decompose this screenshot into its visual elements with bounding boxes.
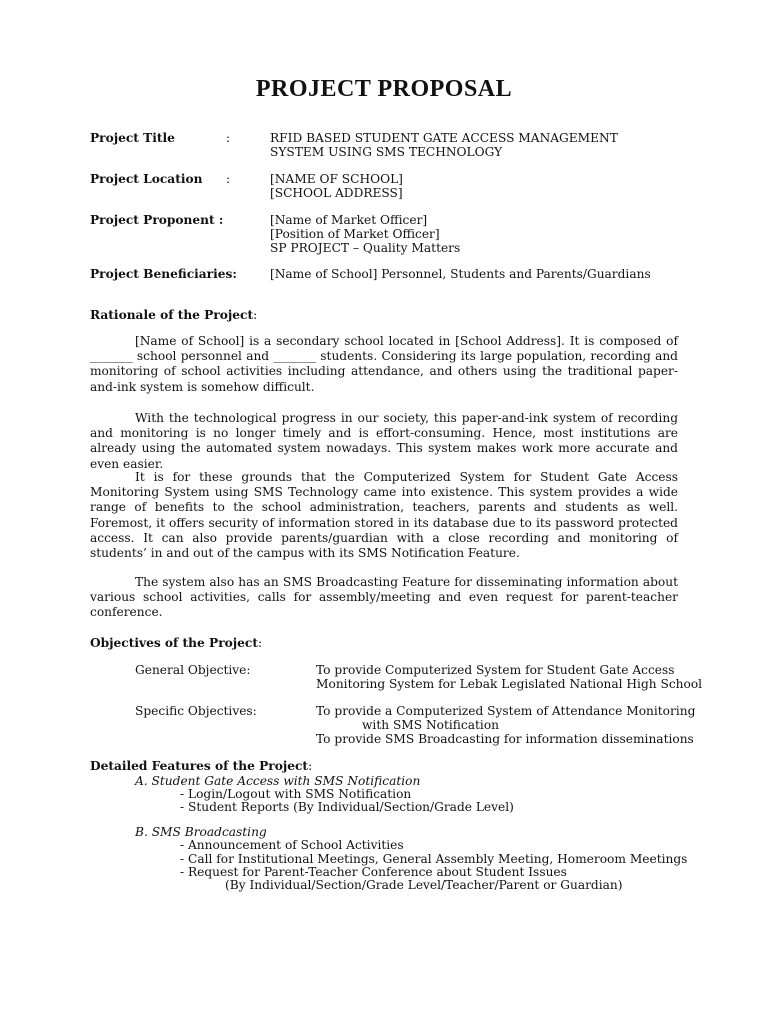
rationale-paragraph-3: It is for these grounds that the Computerized System for Student Gate Access Monitoring System using SMS Technology came into existence. This system provides a wide range of benefits to the school administration, teachers, parents and students as well. Foremost, it offers security of information stored in its database due to its password protected access. It can also provide parents/guardian with a close recording and monitoring of students’ in and out of the campus with its SMS Notification Feature. <box>90 470 678 561</box>
project-beneficiaries-label: Project Beneficiaries: <box>90 267 237 281</box>
project-title-line-1: RFID BASED STUDENT GATE ACCESS MANAGEMENT <box>270 131 618 145</box>
feature-section-a-title: A. Student Gate Access with SMS Notification <box>135 774 421 788</box>
project-title-value <box>270 131 618 159</box>
specific-objective-line-3: To provide SMS Broadcasting for information disseminations <box>316 732 694 746</box>
features-heading-text: Detailed Features of the Project <box>90 759 309 773</box>
rationale-heading-colon: : <box>253 308 258 322</box>
features-heading-colon: : <box>308 759 313 773</box>
general-objective-label: General Objective: <box>135 663 251 677</box>
feature-b-item-1: - Announcement of School Activities <box>180 838 404 852</box>
project-title-line-2: SYSTEM USING SMS TECHNOLOGY <box>270 145 503 159</box>
project-proponent-value <box>270 213 460 255</box>
project-title-label: Project Title <box>90 131 175 145</box>
specific-objectives-value <box>316 704 695 746</box>
objectives-heading-text: Objectives of the Project <box>90 636 258 650</box>
project-location-line-2: [SCHOOL ADDRESS] <box>270 186 403 200</box>
feature-b-sub-item: (By Individual/Section/Grade Level/Teacher/Parent or Guardian) <box>225 878 623 892</box>
feature-b-item-2: - Call for Institutional Meetings, General Assembly Meeting, Homeroom Meetings <box>180 852 688 866</box>
rationale-heading-text: Rationale of the Project <box>90 308 254 322</box>
feature-b-item-3: - Request for Parent-Teacher Conference about Student Issues <box>180 865 567 879</box>
general-objective-value <box>316 663 702 691</box>
objectives-heading-colon: : <box>257 636 263 650</box>
rationale-paragraph-2: With the technological progress in our society, this paper-and-ink system of recording and monitoring is no longer timely and is effort-consuming. Hence, most institutions are already using the automated system nowadays. This system makes work more accurate and even easier. <box>90 411 678 471</box>
project-proponent-line-1: [Name of Market Officer] <box>270 213 428 227</box>
rationale-paragraph-1: [Name of School] is a secondary school located in [School Address]. It is composed of _______ school personnel and _______ students. Considering its large population, recording and monitoring of school activities including attendance, and others using the traditional paper-and-ink system is somehow difficult. <box>90 334 678 394</box>
general-objective-line-1: To provide Computerized System for Student Gate Access <box>316 663 675 677</box>
project-location-value <box>270 172 403 200</box>
project-location-label: Project Location <box>90 172 203 186</box>
general-objective-line-2: Monitoring System for Lebak Legislated National High School <box>316 677 703 691</box>
feature-a-item-1: - Login/Logout with SMS Notification <box>180 787 412 801</box>
project-location-line-1: [NAME OF SCHOOL] <box>270 172 403 186</box>
rationale-heading <box>90 308 257 322</box>
project-proponent-label: Project Proponent : <box>90 213 224 227</box>
project-proponent-line-3: SP PROJECT – Quality Matters <box>270 241 461 255</box>
specific-objective-line-2: with SMS Notification <box>362 718 500 732</box>
objectives-heading <box>90 636 262 650</box>
document-title: PROJECT PROPOSAL <box>255 76 513 102</box>
feature-a-item-2: - Student Reports (By Individual/Section/Grade Level) <box>180 800 514 814</box>
project-location-colon: : <box>226 172 231 186</box>
specific-objectives-label: Specific Objectives: <box>135 704 257 718</box>
features-heading <box>90 759 312 773</box>
project-beneficiaries-value: [Name of School] Personnel, Students and Parents/Guardians <box>270 267 651 281</box>
project-title-colon: : <box>226 131 231 145</box>
project-proponent-line-2: [Position of Market Officer] <box>270 227 440 241</box>
rationale-paragraph-4: The system also has an SMS Broadcasting Feature for disseminating information about various school activities, calls for assembly/meeting and even request for parent-teacher conference. <box>90 575 678 620</box>
feature-section-b-title: B. SMS Broadcasting <box>135 825 267 839</box>
specific-objective-line-1: To provide a Computerized System of Attendance Monitoring <box>316 704 696 718</box>
